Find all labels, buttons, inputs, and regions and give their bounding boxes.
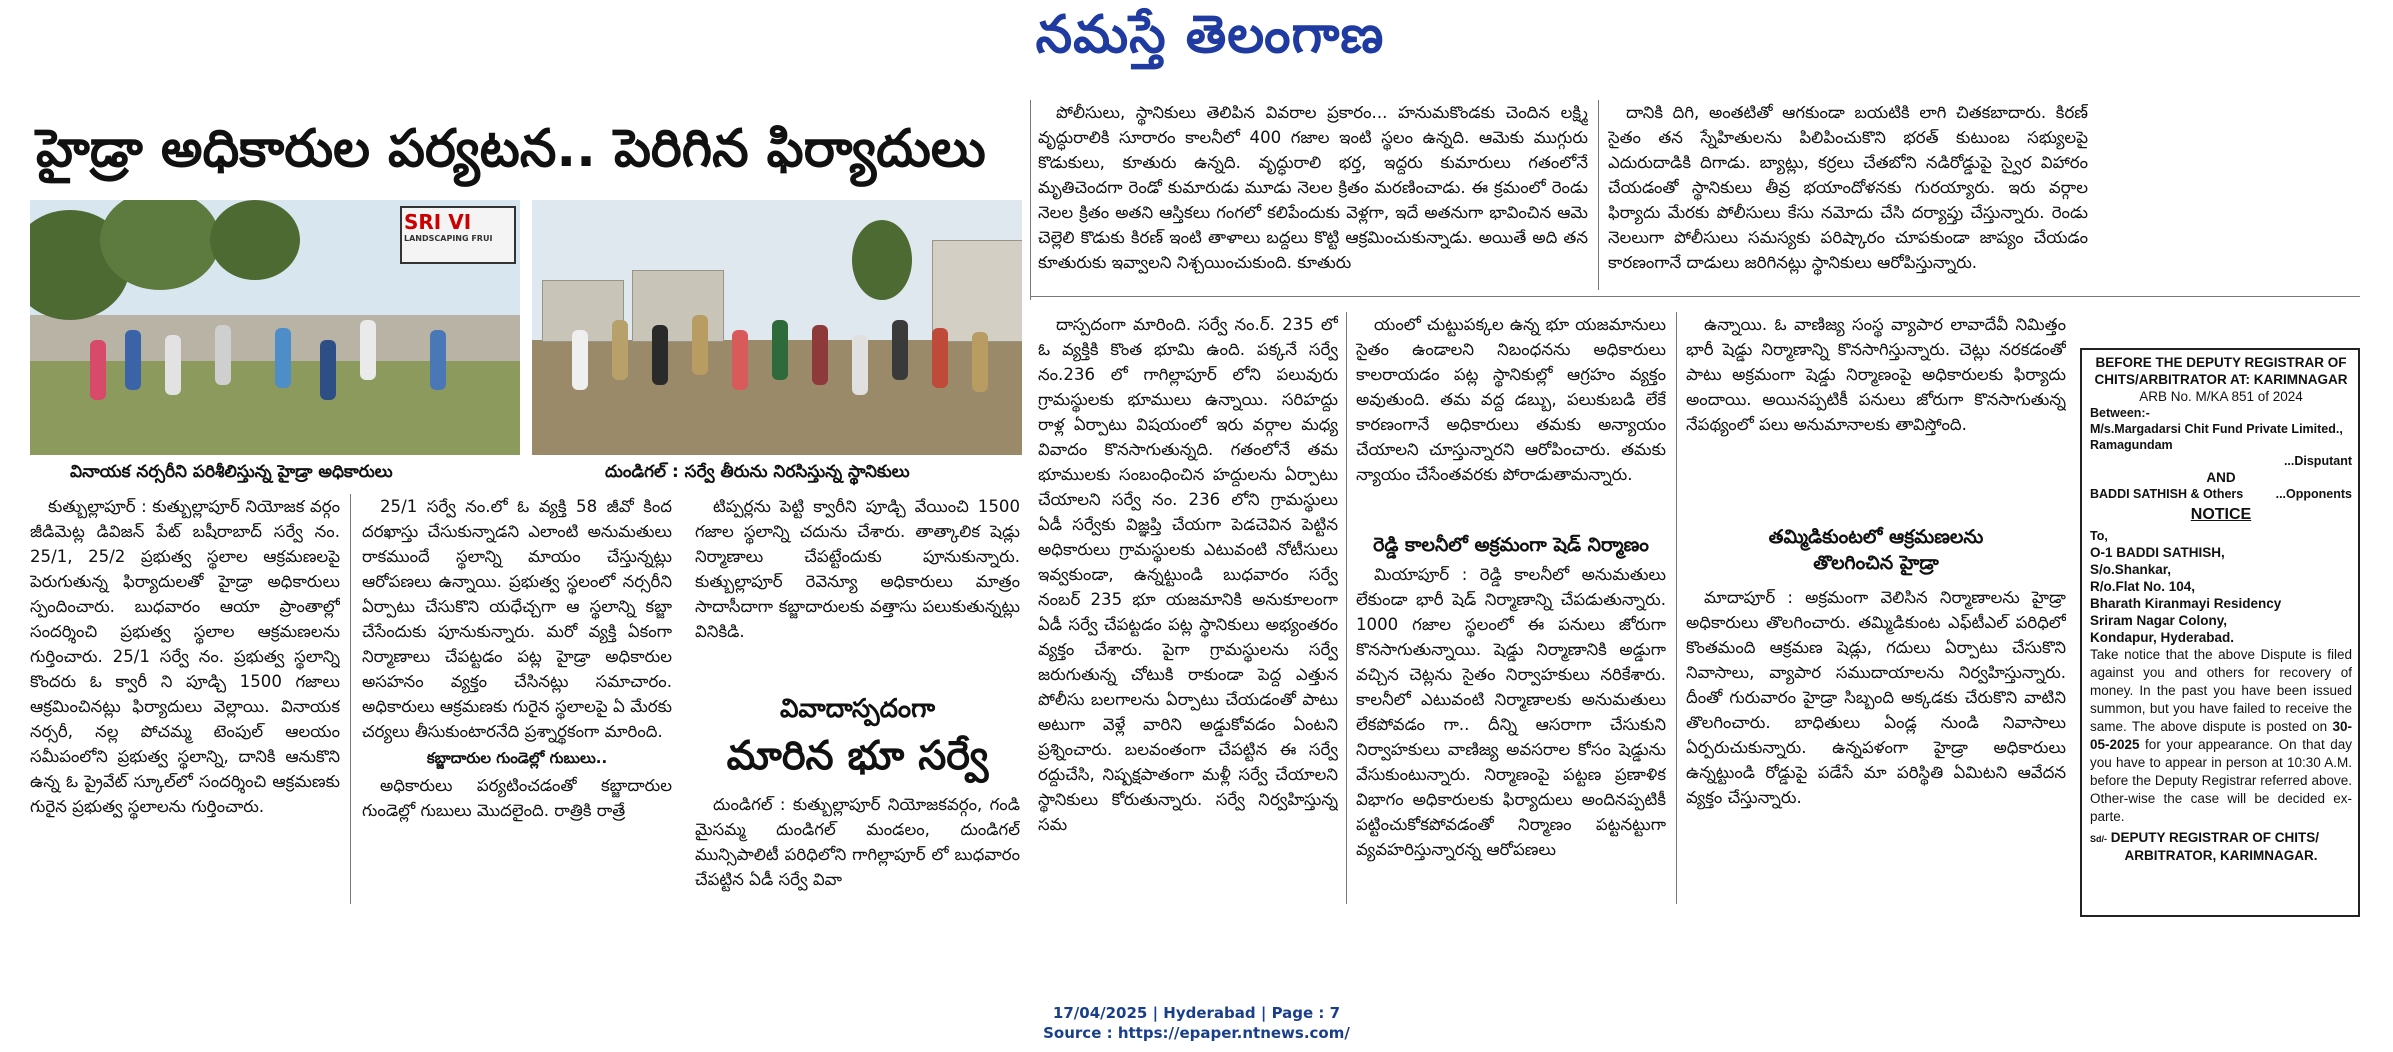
notice-body-2: for your appearance. On that day you have to appear in person at 10:30 A.M. before the Deputy Registrar referred above. Other-wise the case will be decided ex-parte.	[2090, 737, 2352, 824]
notice-addr-6: Kondapur, Hyderabad.	[2090, 630, 2235, 645]
story5-headline: రెడ్డి కాలనీలో అక్రమంగా షెడ్ నిర్మాణం	[1373, 534, 1649, 556]
notice-and: AND	[2206, 470, 2236, 485]
news-photo-nursery	[30, 200, 520, 455]
story5-body-text: మియాపూర్ : రెడ్డి కాలనీలో అనుమతులు లేకుండా భారీ షెడ్ నిర్మాణాన్ని చేపడుతున్నారు. 1000 గజాల స్థలంలో ఈ పనులు జోరుగా కొనసాగుతున్నాయి. షెడ్డు నిర్మాణానికి అడ్డుగా వచ్చిన చెట్లను సైతం నిర్వాహకులు నరికేశారు. కాలనీలో ఎటువంటి నిర్మాణాలకు అనుమతులు లేకపోవడం గా.. దీన్ని ఆసరాగా చేసుకుని నిర్వాహకులు వాణిజ్య అవసరాల కోసం షెడ్డును వేసుకుంటున్నారు. నిర్మాణంపై పట్టణ ప్రణాళిక విభాగం అధికారులకు ఫిర్యాదులు అందినప్పటికీ పట్టించుకోకపోవడంతో నిర్మాణం పట్టనట్టుగా వ్యవహరిస్తున్నారన్న ఆరోపణలు	[1356, 565, 1666, 859]
story4-body-text: దుండిగల్ : కుత్బుల్లాపూర్ నియోజకవర్గం, గండి మైసమ్మ దుండిగల్ మండలం, దుండిగల్ మున్సిపాలిటీ పరిధిలోని గాగిల్లాపూర్ లో బుధవారం చేపట్టిన ఏడీ సర్వే వివా	[695, 795, 1020, 889]
notice-title-1: BEFORE THE DEPUTY REGISTRAR OF	[2095, 355, 2347, 370]
story6-body-text: మాదాపూర్ : అక్రమంగా వెలిసిన నిర్మాణాలను హైడ్రా అధికారులు తొలగించారు. తమ్మిడికుంట ఎఫ్‌టీఎల్ పరిధిలో కొంతమంది ఆక్రమణ షెడ్లు, గదులు ఏర్పాటు చేసుకొని నివాసాలు, వ్యాపార సముదాయాలను నిర్వహిస్తున్నారు. దీంతో గురువారం హైడ్రా సిబ్బంది అక్కడకు చేరుకొని వాటిని తొలగించారు. బాధితులు ఏండ్ల నుండి నివాసాలు ఏర్పరుచుకున్నారు. ఉన్నపళంగా హైడ్రా అధికారులు ఉన్నట్టుండి రోడ్డుపై పడేసే మా పరిస్థితి ఏమిటని ఆవేదన వ్యక్తం చేస్తున్నారు.	[1686, 588, 2066, 807]
story1-col2-text: 25/1 సర్వే నం.లో ఓ వ్యక్తి 58 జీవో కింద దరఖాస్తు చేసుకున్నాడని ఎలాంటి అనుమతులు రాకముందే స్థలాన్ని మాయం చేస్తున్నట్లు ఆరోపణలు ఉన్నాయి. ప్రభుత్వ స్థలంలో నర్సరీని ఏర్పాటు చేసుకొని యధేచ్చగా ఆ స్థలాన్ని కబ్జా చేసేందుకు పూనుకున్నారు. మరో వ్యక్తి ఏకంగా నిర్మాణాలు చేపట్టడం పట్ల హైడ్రా అధికారుల అసహనం వ్యక్తం చేసినట్లు సమాచారం. అధికారులు ఆక్రమణకు గురైన స్థలాలపై ఏ మేరకు చర్యలు తీసుకుంటారనేది ప్రశ్నార్థకంగా మారింది.	[362, 497, 672, 741]
story3-col1-text: దాస్పదంగా మారింది. సర్వే నం.ర్. 235 లో ఓ వ్యక్తికి కొంత భూమి ఉంది. పక్కనే సర్వే నం.236 లో గాగిల్లాపూర్ లోని పలువురు గ్రామస్థులకు భూములు ఉన్నాయి. సరిహద్దు రాళ్ల ఏర్పాటు విషయంలో ఇరు వర్గాల మధ్య వివాదం కొనసాగుతున్నది. గతంలోనే తమ భూములకు సంబంధించిన హద్దులను ఏర్పాటు చేయాలని సర్వే నం. 236 లోని గ్రామస్థులు ఏడీ సర్వేకు విజ్ఞప్తి చేయగా పెడచెవిన పెట్టిన అధికారులు గ్రామస్థులకు ఎటువంటి నోటీసులు ఇవ్వకుండా, ఉన్నట్టుండి బుధవారం సర్వే నంబర్ 235 భూ యజమానికి అనుకూలంగా ఏడీ సర్వే చేపట్టడం పట్ల స్థానికులు అభ్యంతరం వ్యక్తం చేశారు. పైగా గ్రామస్థులను సర్వే జరుగుతున్న చోటుకి రాకుండా పెద్ద ఎత్తున పోలీసు బలగాలను ఏర్పాటు చేయడంతో పాటు అటుగా వెళ్లే వారిని అడ్డుకోవడం ఏంటని ప్రశ్నించారు. బలవంతంగా చేపట్టిన ఈ సర్వే రద్దుచేసి, నిష్పక్షపాతంగా మళ్లీ సర్వే చేయాలని స్థానికులు కోరుతున్నారు. సర్వే నిర్వహిస్తున్న సమ	[1038, 315, 1338, 834]
story1-col2-tail: అధికారులు పర్యటించడంతో కబ్జాదారుల గుండెల్లో గుబులు మొదలైంది. రాత్రికి రాత్రే	[362, 776, 672, 820]
notice-heading: NOTICE	[2190, 506, 2252, 523]
notice-addr-1: O-1 BADDI SATHISH,	[2090, 545, 2225, 560]
notice-date: 30-05-2025	[2090, 719, 2352, 752]
story5-body	[1356, 562, 1666, 904]
story6-headline-2: తొలగించిన హైడ్రా	[1813, 552, 1939, 574]
notice-addr-4: Bharath Kiranmayi Residency	[2090, 596, 2282, 611]
notice-to: To,	[2090, 529, 2108, 543]
story1-column-1	[30, 494, 340, 904]
photo-caption-1: వినాయక నర్సరీని పరిశీలిస్తున్న హైడ్రా అధికారులు	[70, 462, 393, 482]
photo-caption-2: దుండిగల్ : సర్వే తీరును నిరసిస్తున్న స్థానికులు	[605, 462, 910, 482]
page-headline: హైడ్రా అధికారుల పర్యటన.. పెరిగిన ఫిర్యాదులు	[36, 119, 986, 179]
notice-between: Between:-	[2090, 406, 2150, 420]
legal-notice-box	[2080, 348, 2360, 917]
notice-addr-2: S/o.Shankar,	[2090, 562, 2172, 577]
story3-column-3	[1686, 312, 2066, 487]
footer-source-link[interactable]: Source : https://epaper.ntnews.com/	[1043, 1024, 1350, 1042]
notice-sig-1: DEPUTY REGISTRAR OF CHITS/	[2110, 830, 2320, 845]
story1-subhead: కబ్జాదారుల గుండెల్లో గుబులు..	[426, 749, 608, 767]
story1-column-3	[695, 494, 1020, 674]
story3-col3-text: ఉన్నాయి. ఓ వాణిజ్య సంస్థ వ్యాపార లావాదేవీ నిమిత్తం భారీ షెడ్డు నిర్మాణాన్ని కొనసాగిస్తున్నారు. చెట్లు నరకడంతో పాటు అక్రమంగా షెడ్డు నిర్మాణంపై అధికారులకు ఫిర్యాదు అందాయి. అయినప్పటికీ పనులు జోరుగా కొనసాగుతున్న నేపథ్యంలో పలు అనుమానాలకు తావిస్తోంది.	[1686, 315, 2066, 434]
notice-addr-3: R/o.Flat No. 104,	[2090, 579, 2196, 594]
sign-text-1: SRI VI	[404, 210, 472, 234]
story1-col1-text: కుత్బుల్లాపూర్ : కుత్బుల్లాపూర్ నియోజక వర్గం జీడిమెట్ల డివిజన్ పేట్ బషీరాబాద్ సర్వే నం. 25/1, 25/2 ప్రభుత్వ స్థలాల ఆక్రమణలపై పెరుగుతున్న ఫిర్యాదులతో హైడ్రా అధికారులు స్పందించారు. బుధవారం ఆయా ప్రాంతాల్లో సందర్శించి ప్రభుత్వ స్థలాల ఆక్రమణలను గుర్తించారు. 25/1 సర్వే నం. ప్రభుత్వ స్థలాన్ని కొందరు ఓ క్వారీ ని పూడ్చి 1500 గజాలు ఆక్రమించినట్లు ఫిర్యాదులు వెల్లాయి. వినాయక నర్సరీ, నల్ల పోచమ్మ టెంపుల్ ఆలయం సమీపంలోని ప్రభుత్వ స్థలాన్ని, దానికి ఆనుకొని ఉన్న ఓ ప్రైవేట్ స్కూల్‌లో సందర్శించి ఆక్రమణకు గురైన ప్రభుత్వ స్థలాలను గుర్తించారు.	[30, 497, 340, 816]
notice-arb: ARB No. M/KA 851 of 2024	[2139, 389, 2303, 404]
news-photo-survey-protest	[532, 200, 1022, 455]
notice-party2-role: ...Opponents	[2275, 487, 2352, 501]
story6-body	[1686, 585, 2066, 905]
notice-sig-prefix: Sd/-	[2090, 834, 2107, 844]
story2-column-1	[1038, 100, 1588, 290]
footer-date-line: 17/04/2025 | Hyderabad | Page : 7	[1052, 1004, 1341, 1022]
story3-col2-text: యంలో చుట్టుపక్కల ఉన్న భూ యజమానులు సైతం ఉండాలని నిబంధనను అధికారులు కాలరాయడం పట్ల స్థానికుల్లో ఆగ్రహం వ్యక్తం అవుతుంది. తమ వద్ద డబ్బు, పలుకుబడి లేకే కారణంగానే అధికారులు తమకు అన్యాయం చేయాలని చూస్తున్నారని ఆరోపించారు. తమకు న్యాయం చేసేంతవరకు పోరాడుతామన్నారు.	[1356, 315, 1666, 484]
notice-title-2: CHITS/ARBITRATOR AT: KARIMNAGAR	[2094, 372, 2348, 387]
notice-sig-2: ARBITRATOR, KARIMNAGAR.	[2124, 848, 2318, 863]
sign-text-2: LANDSCAPING FRUI	[404, 234, 493, 243]
story6-headline-1: తమ్మిడికుంటలో ఆక్రమణలను	[1768, 526, 1984, 548]
story2-col1-text: పోలీసులు, స్థానికులు తెలిపిన వివరాల ప్రకారం... హనుమకొండకు చెందిన లక్ష్మి వృద్ధురాలికి సూరారం కాలనీలో 400 గజాల ఇంటి స్థలం ఉన్నది. ఆమెకు ముగ్గురు కొడుకులు, కూతురు ఉన్నది. వృద్ధురాలి భర్త, ఇద్దరు కుమారులు గతంలోనే మృతిచెందగా రెండో కుమారుడు మూడు నెలల క్రితం మరణించాడు. ఈ క్రమంలో రెండు నెలల క్రితం అతని ఆస్తికలు గంగలో కలిపేందుకు వెళ్లగా, ఇదే అతనుగా భావించిన ఆమె చెల్లెలి కొడుకు కిరణ్ ఇంటి తాళాలు బద్దలు కొట్టి ఆక్రమించుకున్నాడు. అయితే అది తన కూతురుకు ఇవ్వాలని నిశ్చయించుకుంది. కూతురు	[1038, 103, 1588, 272]
story3-column-2	[1356, 312, 1666, 512]
masthead-logo: నమస్తే తెలంగాణ	[1035, 4, 1385, 65]
story2-col2-text: దానికి దిగి, అంతటితో ఆగకుండా బయటికి లాగి చితకబాదారు. కిరణ్ సైతం తన స్నేహితులను పిలిపించుకొని భరత్ కుటుంబ సభ్యులపై ఎదురుదాడికి దిగాడు. బ్యాట్లు, కర్రలు చేతబోని నడిరోడ్డుపై స్వైర విహారం చేయడంతో స్థానికులు తీవ్ర భయాందోళనకు గురయ్యారు. ఇరు వర్గాల ఫిర్యాదు మేరకు పోలీసులు కేసు నమోదు చేసి దర్యాప్తు చేస్తున్నారు. రెండు నెలలుగా పోలీసులు సమస్యకు పరిష్కారం చూపకుండా జాప్యం చేయడం కారణంగానే దాడులు జరిగినట్లు స్థానికులు ఆరోపిస్తున్నారు.	[1608, 103, 2088, 272]
story2-column-2	[1608, 100, 2088, 290]
story4-kicker: వివాదాస్పదంగా	[779, 694, 936, 724]
notice-party2: BADDI SATHISH & Others	[2090, 487, 2244, 501]
notice-body	[2090, 646, 2352, 826]
story1-col3-text: టిప్పర్లను పెట్టి క్వారీని పూడ్చి వేయించి 1500 గజాల స్థలాన్ని చదును చేశారు. తాత్కాలిక షెడ్లు నిర్మాణాలు చేపట్టేందుకు పూనుకున్నారు. కుత్బుల్లాపూర్ రెవెన్యూ అధికారులు మాత్రం సాదాసీదాగా కబ్జాదారులకు వత్తాసు పలుకుతున్నట్లు వినికిడి.	[695, 497, 1020, 641]
notice-body-1: Take notice that the above Dispute is filed against you and others for recovery of money. In the past you have been issued summon, but you have failed to receive the same. The above dispute is posted on	[2090, 647, 2352, 734]
story4-headline: మారిన భూ సర్వే	[726, 733, 989, 779]
story1-column-2	[362, 494, 672, 904]
notice-party1: M/s.Margadarsi Chit Fund Private Limited., Ramagundam	[2090, 422, 2343, 452]
story4-body	[695, 792, 1020, 904]
story3-column-1	[1038, 312, 1338, 904]
notice-addr-5: Sriram Nagar Colony,	[2090, 613, 2228, 628]
notice-party1-role: ...Disputant	[2283, 454, 2352, 468]
